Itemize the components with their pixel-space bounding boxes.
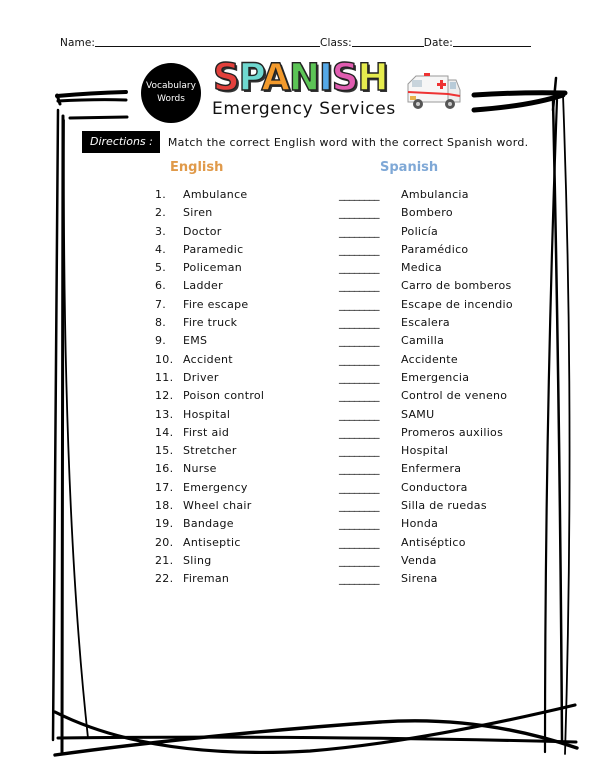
item-number: 8. — [155, 316, 167, 330]
english-word: Driver — [183, 370, 219, 384]
match-row — [155, 554, 535, 572]
title-letter: H — [357, 56, 388, 99]
match-row — [155, 353, 535, 371]
spanish-title — [213, 58, 387, 98]
match-row — [155, 261, 535, 279]
spanish-column-header: Spanish — [380, 160, 439, 175]
english-word: Hospital — [183, 407, 231, 421]
title-letter: S — [213, 56, 239, 99]
spanish-word: Policía — [401, 224, 439, 238]
spanish-word: Sirena — [401, 572, 438, 586]
spanish-word: Antiséptico — [401, 535, 466, 549]
spanish-word: Accidente — [401, 352, 458, 366]
match-row — [155, 316, 535, 334]
title-letter: S — [331, 56, 358, 99]
answer-blank[interactable]: ________ — [339, 389, 379, 403]
answer-blank[interactable]: ________ — [339, 407, 379, 421]
item-number: 3. — [155, 224, 167, 238]
item-number: 15. — [155, 444, 174, 458]
spanish-word: Conductora — [401, 480, 468, 494]
class-label: Class: — [320, 37, 352, 49]
answer-blank[interactable]: ________ — [339, 425, 379, 439]
answer-blank[interactable]: ________ — [339, 480, 379, 494]
item-number: 20. — [155, 535, 174, 549]
item-number: 11. — [155, 370, 174, 384]
answer-blank[interactable]: ________ — [339, 334, 379, 348]
item-number: 1. — [155, 188, 167, 201]
answer-blank[interactable]: ________ — [339, 188, 379, 201]
match-row — [155, 334, 535, 352]
spanish-word: Control de veneno — [401, 389, 508, 403]
item-number: 6. — [155, 279, 167, 293]
spanish-word: Emergencia — [401, 370, 470, 384]
answer-blank[interactable]: ________ — [339, 352, 379, 366]
ambulance-icon — [402, 70, 464, 112]
class-field[interactable] — [352, 36, 424, 47]
vocabulary-words-badge — [141, 63, 201, 123]
spanish-word: Venda — [401, 553, 437, 567]
answer-blank[interactable]: ________ — [339, 242, 379, 256]
match-row — [155, 426, 535, 444]
name-field[interactable] — [95, 36, 320, 47]
item-number: 17. — [155, 480, 174, 494]
directions-text: Match the correct English word with the correct Spanish word. — [167, 135, 529, 149]
answer-blank[interactable]: ________ — [339, 261, 379, 275]
english-word: Poison control — [183, 389, 265, 403]
english-word: Sling — [183, 553, 212, 567]
item-number: 9. — [155, 334, 167, 348]
answer-blank[interactable]: ________ — [339, 279, 379, 293]
match-row — [155, 499, 535, 517]
item-number: 21. — [155, 553, 174, 567]
spanish-word: Honda — [401, 517, 439, 531]
spanish-word: Escape de incendio — [401, 297, 513, 311]
answer-blank[interactable]: ________ — [339, 499, 379, 513]
english-word: EMS — [183, 334, 208, 348]
item-number: 10. — [155, 352, 174, 366]
answer-blank[interactable]: ________ — [339, 462, 379, 476]
name-label: Name: — [60, 37, 96, 49]
english-word: Ambulance — [183, 188, 248, 201]
title-letter: N — [289, 56, 319, 99]
match-row — [155, 481, 535, 499]
english-word: Wheel chair — [183, 499, 252, 513]
english-word: Policeman — [183, 261, 243, 275]
english-word: Paramedic — [183, 242, 244, 256]
item-number: 13. — [155, 407, 174, 421]
date-field[interactable] — [453, 36, 531, 47]
spanish-word: Ambulancia — [401, 188, 469, 201]
item-number: 4. — [155, 242, 167, 256]
title-letter: A — [261, 56, 290, 99]
english-word: Doctor — [183, 224, 222, 238]
directions-label: Directions : — [82, 131, 160, 153]
title-letter: P — [238, 56, 262, 99]
match-row — [155, 225, 535, 243]
english-word: Accident — [183, 352, 233, 366]
match-row — [155, 298, 535, 316]
answer-blank[interactable]: ________ — [339, 444, 379, 458]
spanish-word: Promeros auxilios — [401, 425, 504, 439]
english-word: Siren — [183, 206, 213, 220]
english-word: Antiseptic — [183, 535, 241, 549]
item-number: 12. — [155, 389, 174, 403]
match-row — [155, 517, 535, 535]
spanish-word: Enfermera — [401, 462, 462, 476]
match-row — [155, 462, 535, 480]
badge-line-2: Words — [157, 94, 185, 104]
match-row — [155, 206, 535, 224]
spanish-word: Silla de ruedas — [401, 499, 487, 513]
english-word: Nurse — [183, 462, 217, 476]
match-row — [155, 371, 535, 389]
matching-list — [155, 188, 535, 591]
english-column-header: English — [170, 160, 224, 175]
answer-blank[interactable]: ________ — [339, 553, 379, 567]
answer-blank[interactable]: ________ — [339, 206, 379, 220]
item-number: 18. — [155, 499, 174, 513]
match-row — [155, 389, 535, 407]
title-letter: I — [319, 56, 332, 99]
english-word: Stretcher — [183, 444, 237, 458]
answer-blank[interactable]: ________ — [339, 535, 379, 549]
spanish-word: Bombero — [401, 206, 453, 220]
spanish-word: Medica — [401, 261, 442, 275]
match-row — [155, 444, 535, 462]
english-word: Fire truck — [183, 316, 238, 330]
english-word: Bandage — [183, 517, 234, 531]
english-word: Fireman — [183, 572, 230, 586]
date-label: Date: — [423, 37, 453, 49]
spanish-word: Carro de bomberos — [401, 279, 512, 293]
student-info-line — [60, 36, 550, 49]
item-number: 14. — [155, 425, 174, 439]
answer-blank[interactable]: ________ — [339, 224, 379, 238]
spanish-word: Camilla — [401, 334, 445, 348]
answer-blank[interactable]: ________ — [339, 517, 379, 531]
directions-bar — [82, 131, 528, 153]
badge-line-1: Vocabulary — [146, 81, 196, 91]
subtitle: Emergency Services — [212, 99, 396, 119]
english-word: Ladder — [183, 279, 223, 293]
english-word: First aid — [183, 425, 230, 439]
answer-blank[interactable]: ________ — [339, 316, 379, 330]
match-row — [155, 243, 535, 261]
answer-blank[interactable]: ________ — [339, 572, 379, 586]
spanish-word: SAMU — [401, 407, 435, 421]
item-number: 2. — [155, 206, 167, 220]
item-number: 5. — [155, 261, 167, 275]
spanish-word: Hospital — [401, 444, 449, 458]
item-number: 19. — [155, 517, 174, 531]
english-word: Emergency — [183, 480, 248, 494]
spanish-word: Paramédico — [401, 242, 469, 256]
match-row — [155, 188, 535, 206]
match-row — [155, 408, 535, 426]
match-row — [155, 536, 535, 554]
match-row — [155, 572, 535, 590]
answer-blank[interactable]: ________ — [339, 297, 379, 311]
answer-blank[interactable]: ________ — [339, 370, 379, 384]
spanish-word: Escalera — [401, 316, 450, 330]
match-row — [155, 279, 535, 297]
item-number: 22. — [155, 572, 174, 586]
item-number: 7. — [155, 297, 167, 311]
item-number: 16. — [155, 462, 174, 476]
english-word: Fire escape — [183, 297, 249, 311]
